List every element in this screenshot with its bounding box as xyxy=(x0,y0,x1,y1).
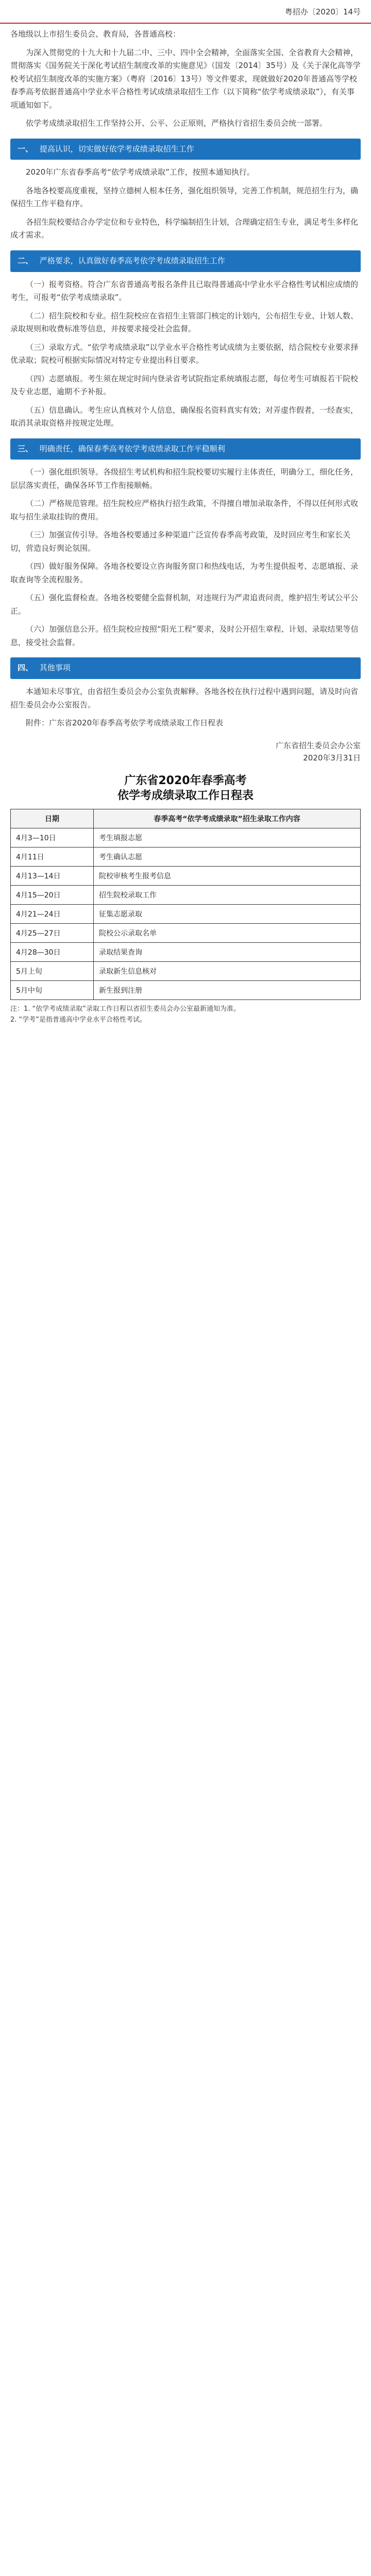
table-row xyxy=(11,961,361,980)
section-paragraph: 各地各校要高度重视，坚持立德树人根本任务，强化组织领导，完善工作机制，规范招生行为，确保招生工作平稳有序。 xyxy=(10,185,359,209)
footnote: 2. “学考”是指普通高中学业水平合格性考试。 xyxy=(10,1015,147,1024)
section-paragraph: （六）加强信息公开。招生院校应按照“阳光工程”要求，及时公开招生章程、计划、录取结果等信息，接受社会监督。 xyxy=(10,624,359,647)
row-date: 4月15—20日 xyxy=(11,885,94,904)
intro-paragraph: 各地级以上市招生委员会、教育局，各普通高校： xyxy=(10,29,181,39)
section-paragraph: （一）强化组织领导。各级招生考试机构和招生院校要切实履行主体责任，明确分工，细化任务，层层落实责任，确保各环节工作衔接顺畅。 xyxy=(10,467,359,490)
row-task: 征集志愿录取 xyxy=(94,904,361,923)
section-header xyxy=(10,250,361,272)
row-task: 录取新生信息核对 xyxy=(94,961,361,980)
table-row xyxy=(11,942,361,961)
schedule-title xyxy=(10,773,361,804)
section-title: 明确责任，确保春季高考依学考成绩录取工作平稳顺利 xyxy=(39,444,225,453)
row-task: 考生填报志愿 xyxy=(94,828,361,847)
section-paragraph: （一）报考资格。符合广东省普通高考报名条件且已取得普通高中学业水平合格性考试相应成绩的考生，可报考“依学考成绩录取”。 xyxy=(10,279,359,302)
table-row xyxy=(11,923,361,942)
document-number: 粤招办〔2020〕14号 xyxy=(284,7,361,16)
row-date: 4月13—14日 xyxy=(11,866,94,885)
signature-org: 广东省招生委员会办公室 xyxy=(275,740,361,750)
intro-paragraph: 依学考成绩录取招生工作坚持公开、公平、公正原则，严格执行省招生委员会统一部署。 xyxy=(26,118,328,128)
section-paragraph: （三）录取方式。“依学考成绩录取”以学业水平合格性考试成绩为主要依据，结合院校专业要求择优录取；院校可根据实际情况对特定专业提出科目要求。 xyxy=(10,342,359,365)
footnote: 注：1. “依学考成绩录取”录取工作日程以省招生委员会办公室最新通知为准。 xyxy=(10,1005,241,1013)
row-date: 5月中旬 xyxy=(11,980,94,999)
table-row xyxy=(11,847,361,866)
row-date: 4月21—24日 xyxy=(11,904,94,923)
row-task: 录取结果查询 xyxy=(94,942,361,961)
table-footnotes xyxy=(10,1004,361,1026)
header-date: 日期 xyxy=(11,809,94,828)
section-title: 其他事项 xyxy=(39,663,71,673)
section-header xyxy=(10,139,361,160)
row-date: 4月25—27日 xyxy=(11,923,94,942)
section-number: 二、 xyxy=(18,256,33,265)
section-number: 四、 xyxy=(18,663,33,673)
section-paragraph: （五）信息确认。考生应认真核对个人信息，确保报名资料真实有效；对弄虚作假者，一经查实，取消其录取资格并按规定处理。 xyxy=(10,405,359,428)
section-title: 提高认识，切实做好依学考成绩录取招生工作 xyxy=(39,144,194,154)
schedule-table xyxy=(10,809,361,1000)
section-header xyxy=(10,438,361,460)
header-task: 春季高考“依学考成绩录取”招生录取工作内容 xyxy=(94,809,361,828)
section-paragraph: （四）志愿填报。考生须在规定时间内登录省考试院指定系统填报志愿，每位考生可填报若干院校及专业志愿，逾期不予补报。 xyxy=(10,374,359,396)
table-header-row xyxy=(11,809,361,828)
signature-date: 2020年3月31日 xyxy=(303,753,361,762)
section-number: 三、 xyxy=(18,444,33,453)
table-row xyxy=(11,828,361,847)
section-paragraph: 本通知未尽事宜，由省招生委员会办公室负责解释。各地各校在执行过程中遇到问题，请及时向省招生委员会办公室报告。 xyxy=(10,687,359,709)
row-task: 院校公示录取名单 xyxy=(94,923,361,942)
section-header xyxy=(10,657,361,679)
row-task: 招生院校录取工作 xyxy=(94,885,361,904)
schedule-title-line: 依学考成绩录取工作日程表 xyxy=(117,789,254,803)
intro-paragraph: 为深入贯彻党的十九大和十九届二中、三中、四中全会精神，全面落实全国、全省教育大会精神，贯彻落实《国务院关于深化考试招生制度改革的实施意见》（国发〔2014〕35号）及《关于深化高等学校考试招生制度改革的实施方案》（粤府〔2016〕13号）等文件要求，现就做好2020年普通高等学校春季高考依据普通高中学业水平合格性考试成绩录取招生工作（以下简称“依学考成绩录取”），有关事项通知如下。 xyxy=(10,47,361,110)
table-row xyxy=(11,885,361,904)
title-divider xyxy=(0,23,371,24)
schedule-title-line: 广东省2020年春季高考 xyxy=(124,774,247,787)
row-task: 考生确认志愿 xyxy=(94,847,361,866)
section-paragraph: （三）加强宣传引导。各地各校要通过多种渠道广泛宣传春季高考政策，及时回应考生和家长关切，营造良好舆论氛围。 xyxy=(10,530,351,553)
row-date: 4月28—30日 xyxy=(11,942,94,961)
section-paragraph: 各招生院校要结合办学定位和专业特色，科学编制招生计划，合理确定招生专业，满足考生多样化成才需求。 xyxy=(10,217,359,240)
section-paragraph: 附件：广东省2020年春季高考依学考成绩录取工作日程表 xyxy=(26,718,224,727)
row-date: 5月上旬 xyxy=(11,961,94,980)
section-paragraph: （五）强化监督检查。各地各校要健全监督机制，对违规行为严肃追责问责，维护招生考试公平公正。 xyxy=(10,593,359,616)
row-task: 新生报到注册 xyxy=(94,980,361,999)
row-date: 4月3—10日 xyxy=(11,828,94,847)
row-task: 院校审核考生报考信息 xyxy=(94,866,361,885)
section-title: 严格要求，认真做好春季高考依学考成绩录取招生工作 xyxy=(39,256,225,265)
table-row xyxy=(11,980,361,999)
document-content xyxy=(10,28,361,1025)
section-number: 一、 xyxy=(18,144,33,154)
signature-block xyxy=(10,739,361,764)
table-row xyxy=(11,904,361,923)
table-row xyxy=(11,866,361,885)
section-paragraph: 2020年广东省春季高考“依学考成绩录取”工作，按照本通知执行。 xyxy=(26,167,255,177)
row-date: 4月11日 xyxy=(11,847,94,866)
section-paragraph: （二）严格规范管理。招生院校应严格执行招生政策，不得擅自增加录取条件，不得以任何形式收取与招生录取挂钩的费用。 xyxy=(10,499,359,521)
section-paragraph: （二）招生院校和专业。招生院校应在省招生主管部门核定的计划内，公布招生专业、计划人数、录取规则和收费标准等信息，并按要求接受社会监督。 xyxy=(10,311,359,333)
section-paragraph: （四）做好服务保障。各地各校要设立咨询服务窗口和热线电话，为考生提供报考、志愿填报、录取查询等全流程服务。 xyxy=(10,562,359,584)
